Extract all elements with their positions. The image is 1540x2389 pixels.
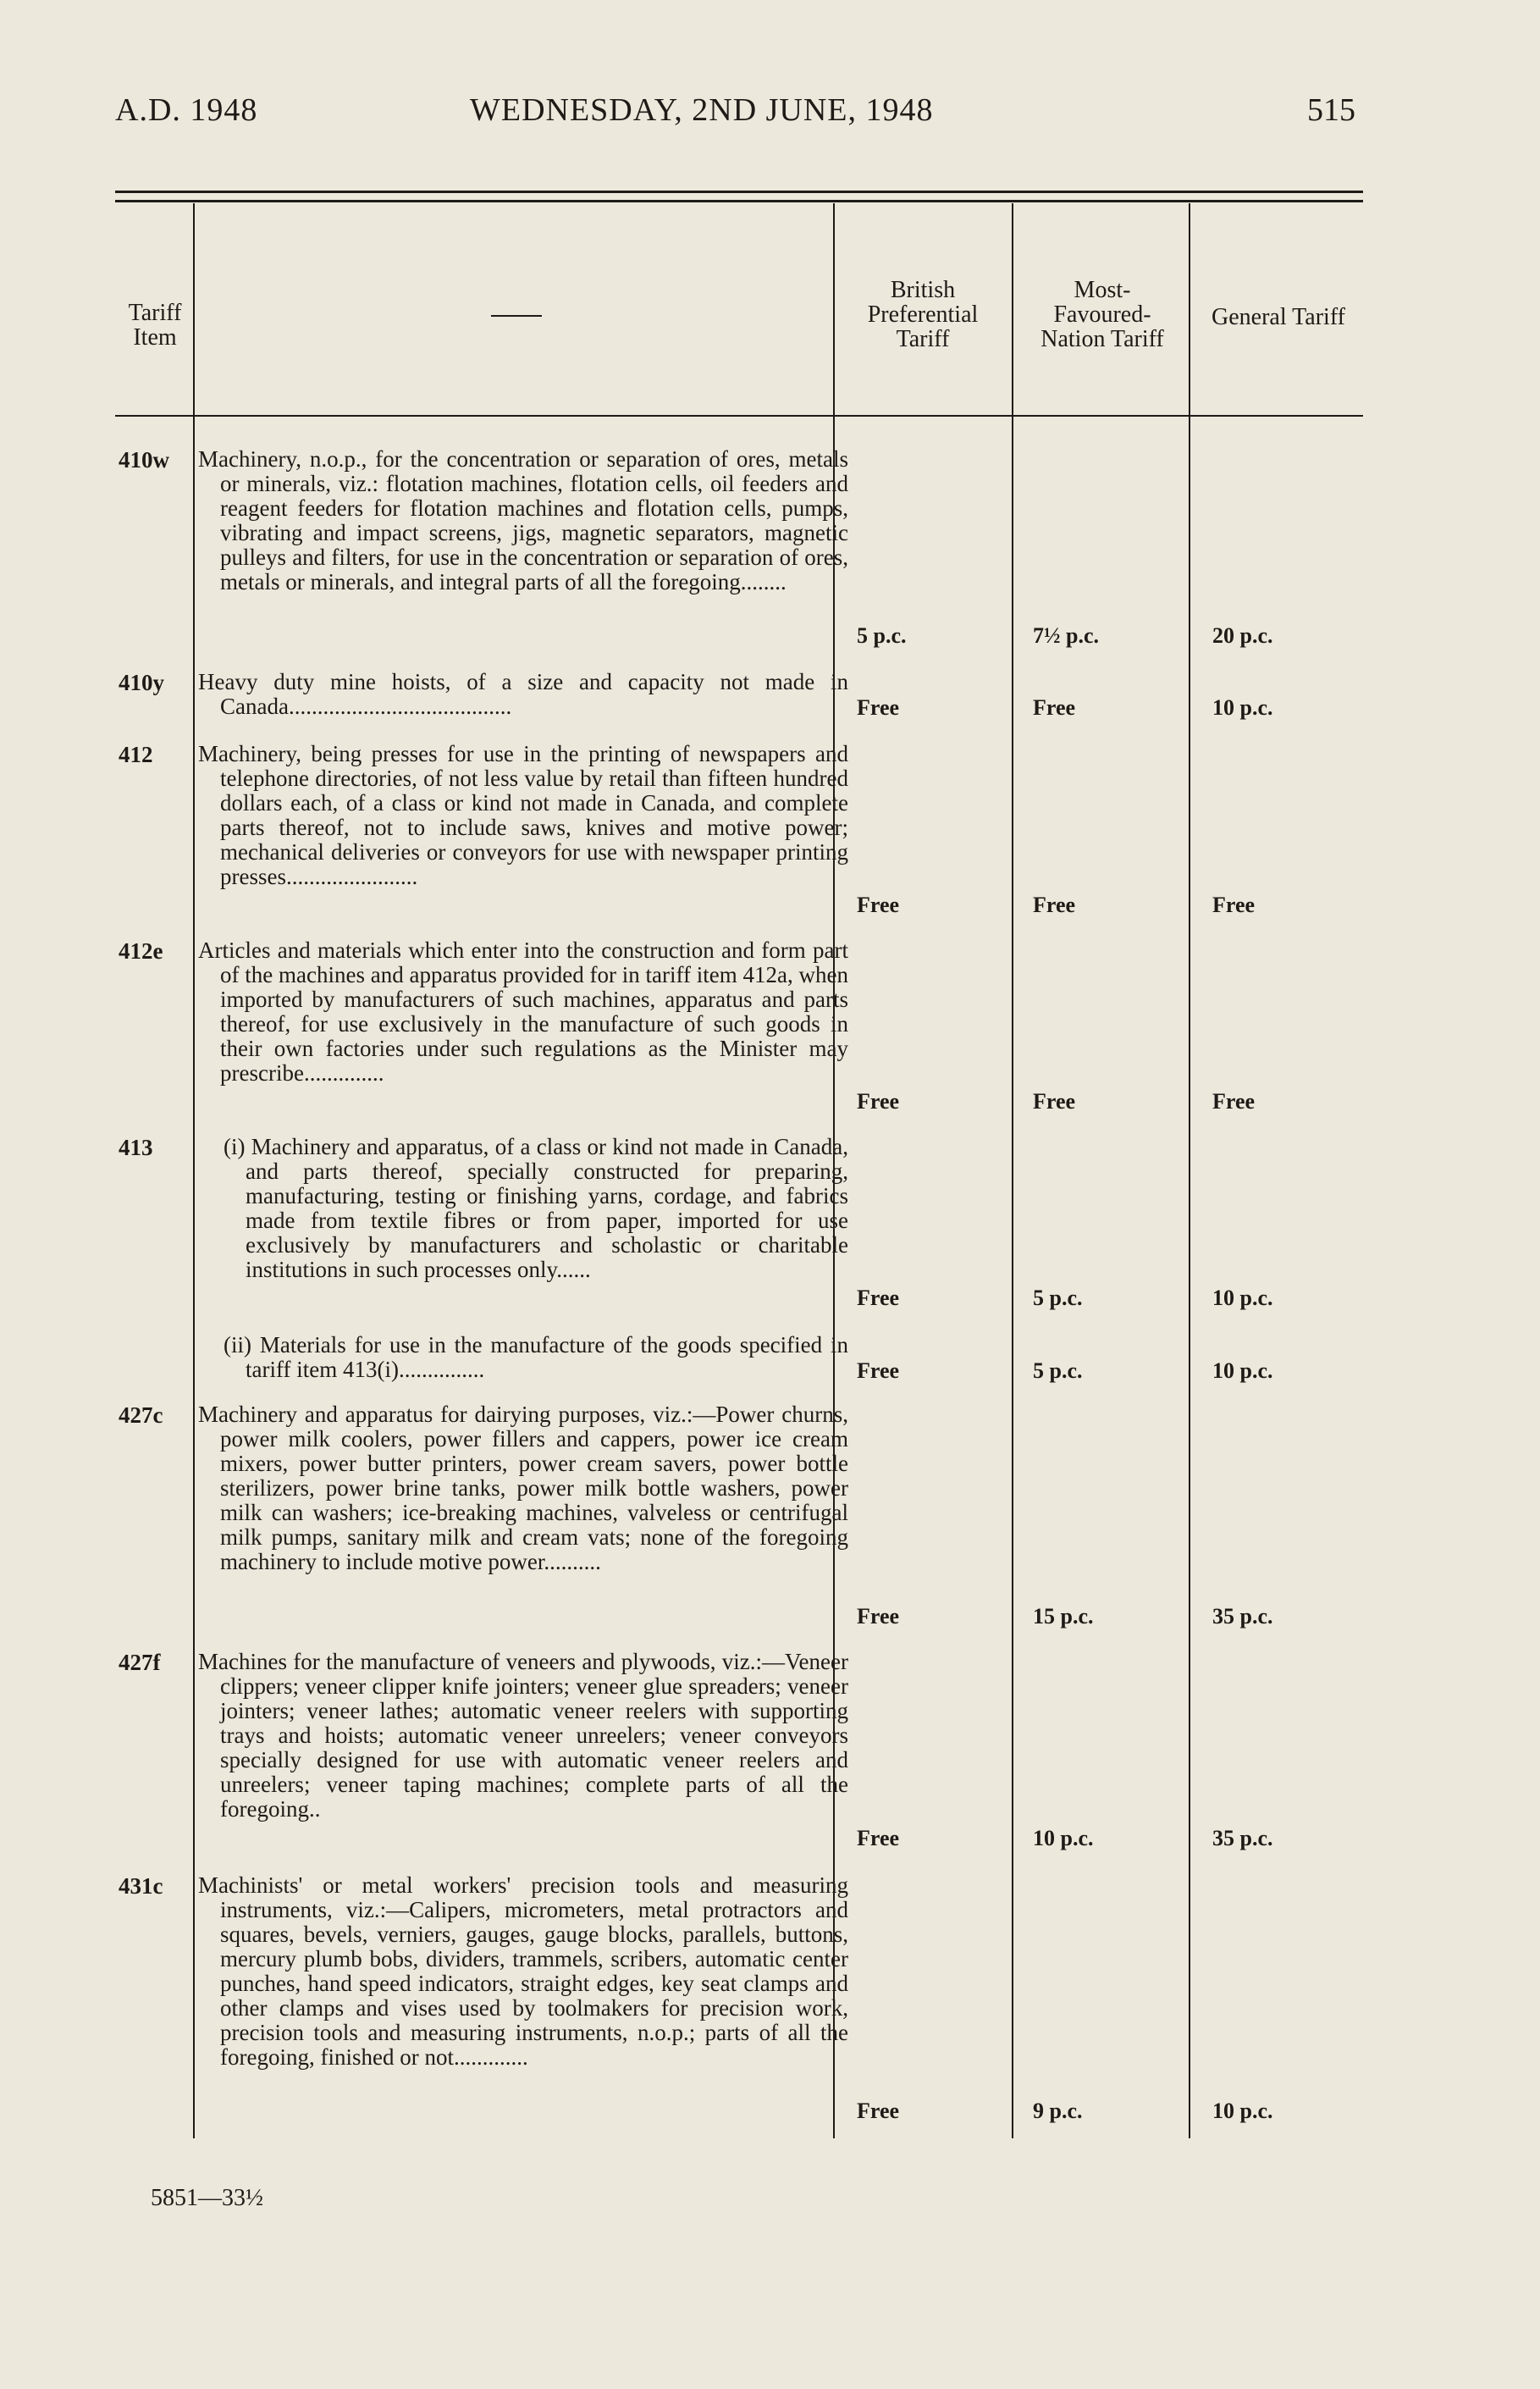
general-rate: 35 p.c.: [1212, 1826, 1273, 1850]
mfn-rate: 5 p.c.: [1033, 1358, 1083, 1383]
british-preferential-rate: Free: [857, 1826, 900, 1850]
printer-signature-mark: 5851—33½: [151, 2185, 263, 2211]
tariff-item-number: 427f: [119, 1650, 161, 1675]
general-rate: Free: [1212, 1089, 1256, 1114]
mfn-rate: Free: [1033, 893, 1076, 917]
general-rate: 35 p.c.: [1212, 1604, 1273, 1629]
tariff-item-number: 410w: [119, 447, 169, 473]
mfn-rate: Free: [1033, 1089, 1076, 1114]
column-heading-most-favoured-nation: Most-Favoured-Nation Tariff: [1040, 277, 1164, 352]
top-rule: [115, 191, 1363, 193]
column-heading-british-preferential: British Preferential Tariff: [867, 277, 979, 352]
british-preferential-rate: Free: [857, 695, 900, 720]
column-divider-4: [1189, 203, 1190, 2138]
mfn-rate: 10 p.c.: [1033, 1826, 1094, 1850]
mfn-rate: 9 p.c.: [1033, 2099, 1083, 2123]
general-rate: 10 p.c.: [1212, 695, 1273, 720]
item-description: Machinery, being presses for use in the printing of newspapers and telephone directories, of not less value by retail than fifteen hundred dollars each, of a class or kind not made in Canada, and complete parts thereof, not to include saws, knives and motive power; mechanical deliveries or conveyors for use with newspaper printing presses.......................: [198, 741, 848, 889]
general-rate: 10 p.c.: [1212, 1358, 1273, 1383]
british-preferential-rate: Free: [857, 1089, 900, 1114]
item-description: Articles and materials which enter into the construction and form part of the machines and apparatus provided for in tariff item 412a, when imported by manufacturers of such machines, apparatus and parts thereof, for use exclusively in the manufacture of such goods in their own factories under such regulations as the Minister may prescribe..............: [198, 937, 848, 1086]
item-description: Machines for the manufacture of veneers and plywoods, viz.:—Veneer clippers; veneer clipper knife jointers; veneer glue spreaders; veneer jointers; veneer lathes; automatic veneer reelers with supporting trays and hoists; automatic veneer unreelers; veneer conveyors specially designed for use with automatic veneer reelers and unreelers; veneer taping machines; complete parts of all the foregoing..: [198, 1649, 848, 1822]
tariff-item-number: 431c: [119, 1873, 163, 1899]
item-description: Machinery and apparatus for dairying purposes, viz.:—Power churns, power milk coolers, power fillers and cappers, power ice cream mixers, power butter printers, power cream savers, power bottle sterilizers, power brine tanks, power milk bottle washers, power milk can washers; ice-breaking machines, valveless or centrifugal milk pumps, sanitary milk and cream vats; none of the foregoing machinery to include motive power..........: [198, 1402, 848, 1574]
year-label: A.D. 1948: [115, 92, 258, 128]
item-description: (ii) Materials for use in the manufacture of the goods specified in tariff item 413(i)...............: [224, 1332, 848, 1382]
column-divider-1: [193, 203, 195, 2138]
general-rate: 20 p.c.: [1212, 623, 1273, 648]
tariff-item-number: 412: [119, 742, 153, 767]
british-preferential-rate: Free: [857, 1286, 900, 1310]
date-heading: WEDNESDAY, 2ND JUNE, 1948: [470, 92, 934, 128]
general-rate: 10 p.c.: [1212, 2099, 1273, 2123]
mfn-rate: 5 p.c.: [1033, 1286, 1083, 1310]
british-preferential-rate: Free: [857, 1358, 900, 1383]
top-rule-second: [115, 200, 1363, 202]
general-rate: Free: [1212, 893, 1256, 917]
british-preferential-rate: Free: [857, 1604, 900, 1629]
tariff-item-number: 410y: [119, 670, 164, 695]
item-description: Machinists' or metal workers' precision tools and measuring instruments, viz.:—Calipers, micrometers, metal protractors and squares, bevels, verniers, gauges, gauge blocks, parallels, buttons, mercury plumb bobs, dividers, trammels, scribers, automatic center punches, hand speed indicators, straight edges, key seat clamps and other clamps and vises used by toolmakers for precision work, precision tools and measuring instruments, n.o.p.; parts of all the foregoing, finished or not.............: [198, 1872, 848, 2070]
tariff-item-number: 413: [119, 1135, 153, 1160]
page-header: [0, 91, 1540, 142]
column-heading-general: General Tariff: [1212, 304, 1345, 330]
column-divider-3: [1012, 203, 1013, 2138]
general-rate: 10 p.c.: [1212, 1286, 1273, 1310]
british-preferential-rate: Free: [857, 2099, 900, 2123]
header-underline: [115, 415, 1363, 417]
item-description: (i) Machinery and apparatus, of a class or kind not made in Canada, and parts thereof, specially constructed for preparing, manufacturing, testing or finishing yarns, cordage, and fabrics made from textile fibres or from paper, imported for use exclusively by manufacturers and scholastic or charitable institutions in such processes only......: [224, 1134, 848, 1282]
tariff-item-number: 412e: [119, 938, 163, 964]
mfn-rate: Free: [1033, 695, 1076, 720]
column-heading-description-dash: [491, 315, 542, 317]
page-number: 515: [1307, 92, 1355, 128]
mfn-rate: 7½ p.c.: [1033, 623, 1099, 648]
tariff-item-number: 427c: [119, 1402, 163, 1428]
item-description: Machinery, n.o.p., for the concentration or separation of ores, metals or minerals, viz.: flotation machines, flotation cells, oil feeders and reagent feeders for flotation machines and flotation cells, pumps, vibrating and impact screens, jigs, magnetic separators, magnetic pulleys and filters, for use in the concentration or separation of ores, metals or minerals, and integral parts of all the foregoing........: [198, 446, 848, 594]
item-description: Heavy duty mine hoists, of a size and capacity not made in Canada.......................................: [198, 669, 848, 719]
mfn-rate: 15 p.c.: [1033, 1604, 1094, 1629]
column-heading-tariff-item: Tariff Item: [128, 300, 182, 351]
british-preferential-rate: Free: [857, 893, 900, 917]
british-preferential-rate: 5 p.c.: [857, 623, 907, 648]
